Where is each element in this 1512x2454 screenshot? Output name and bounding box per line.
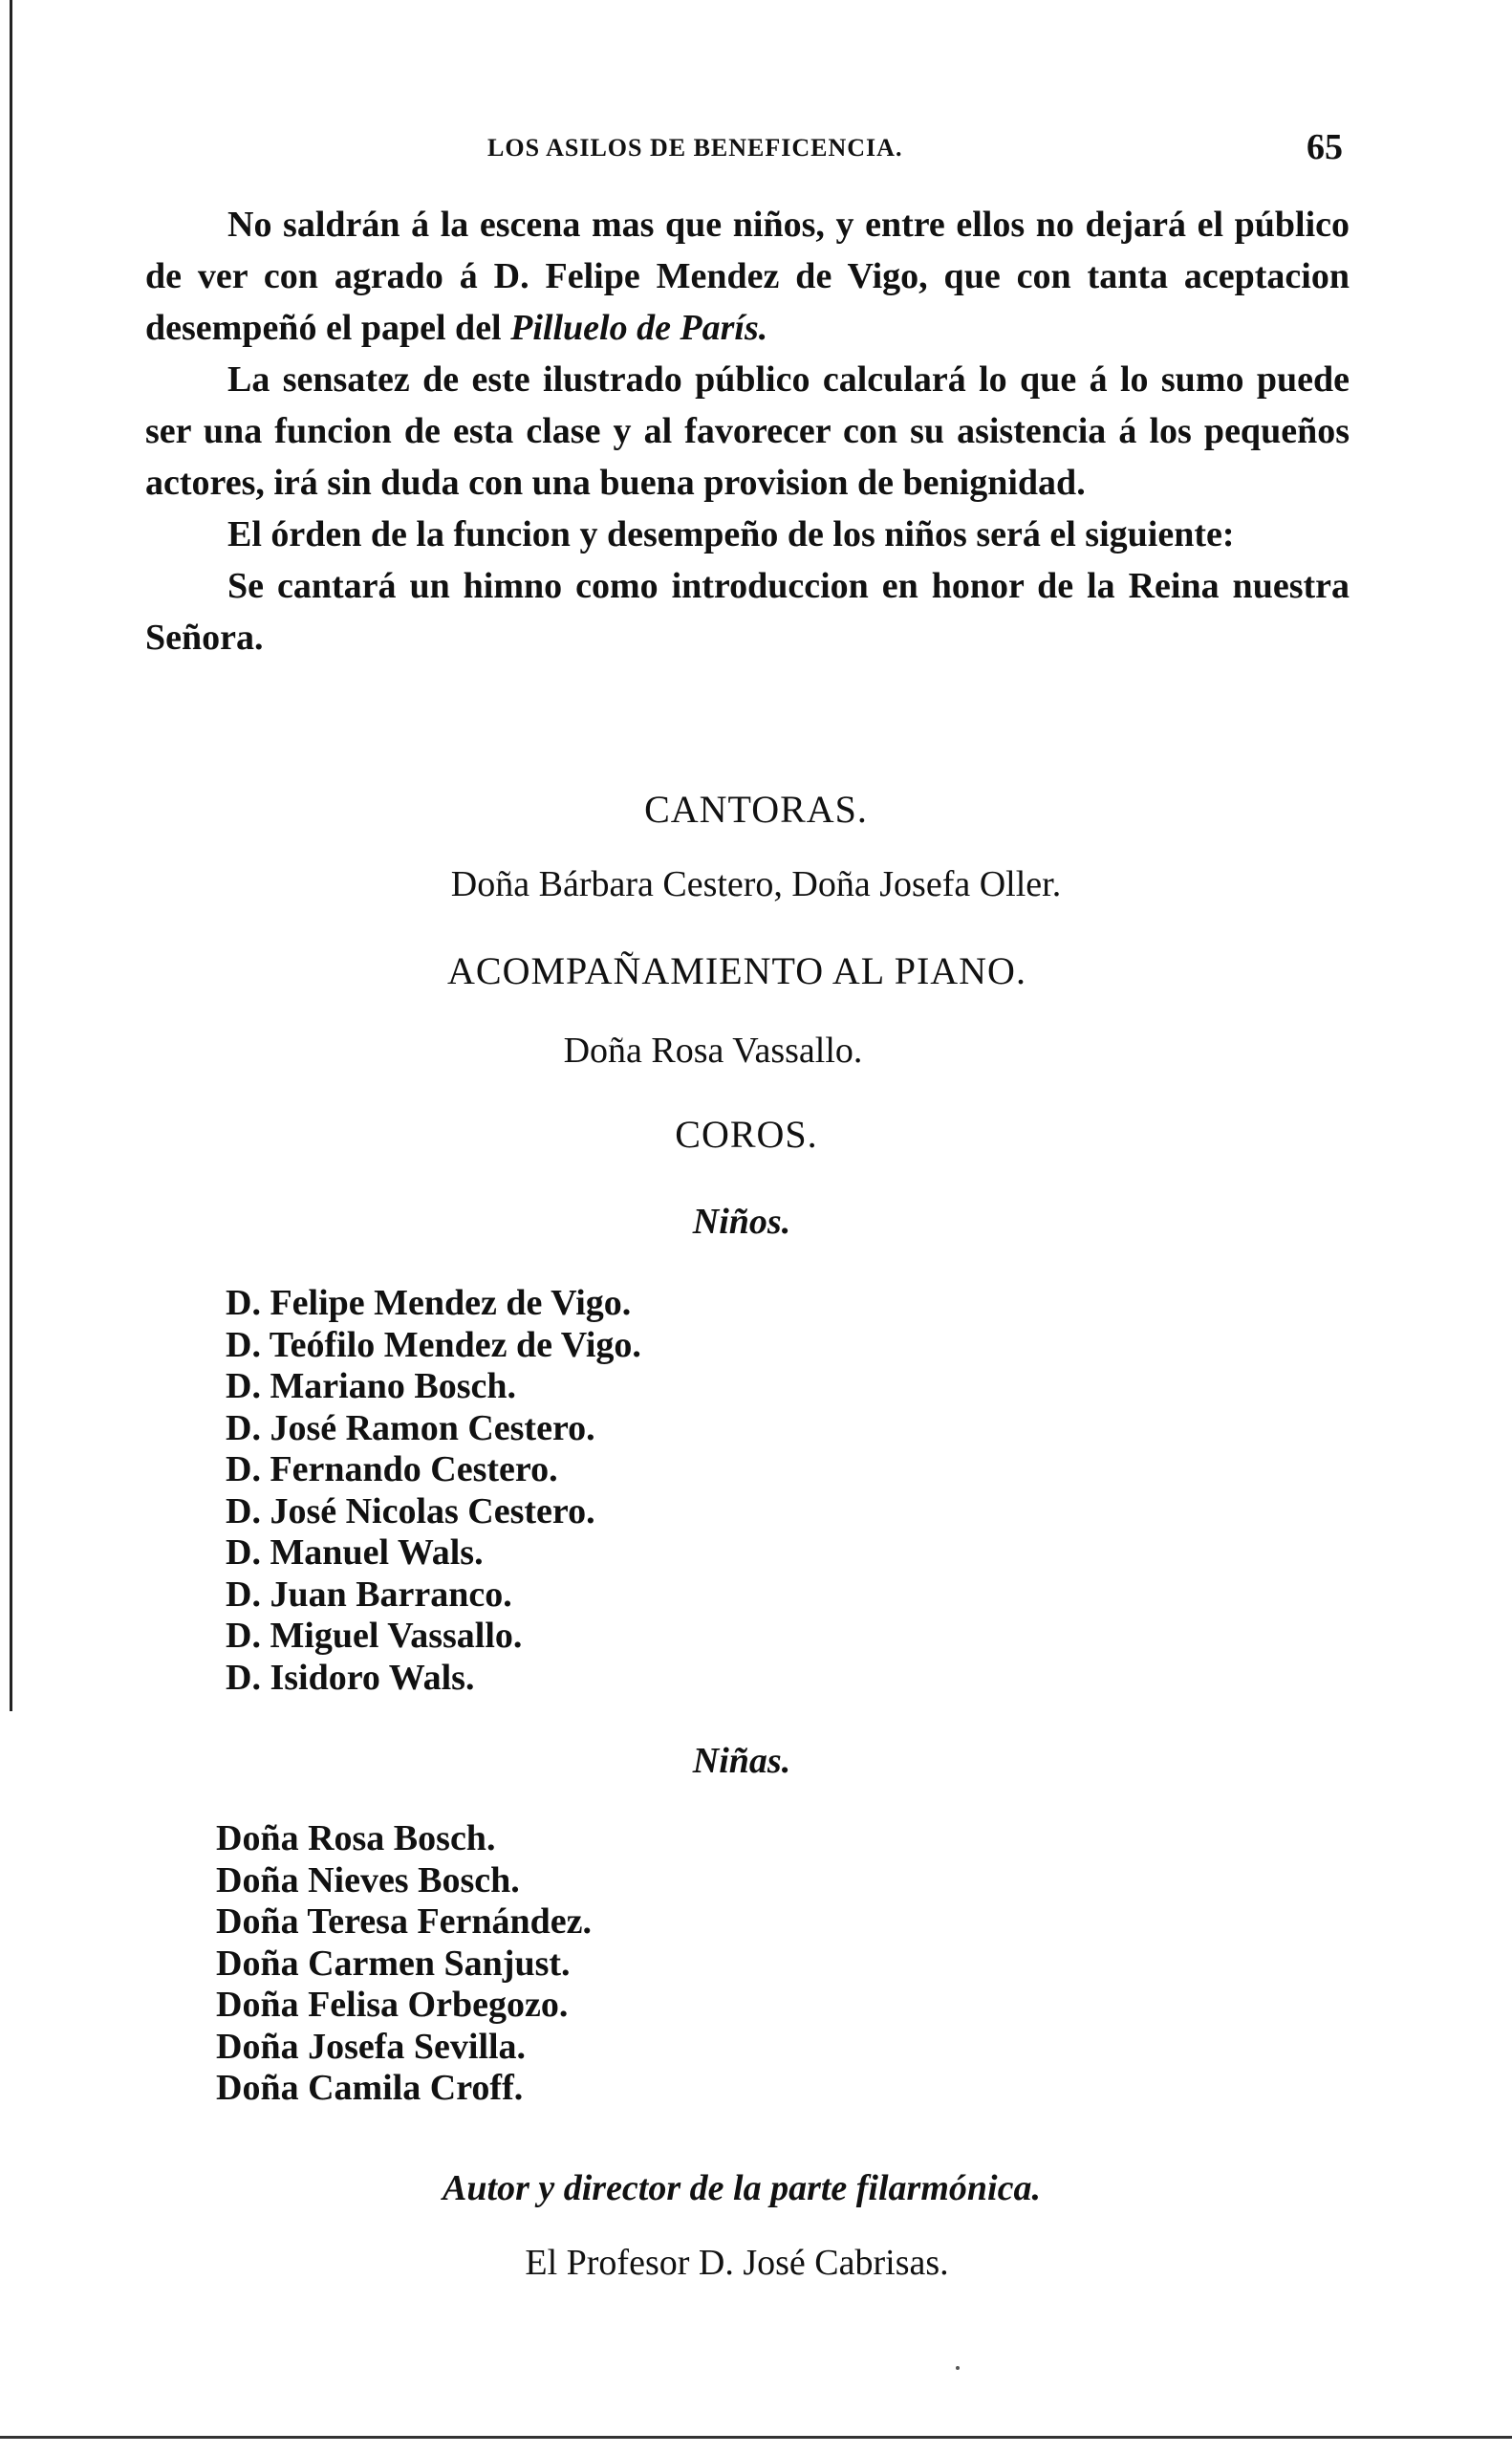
list-item: D. Miguel Vassallo.	[226, 1616, 523, 1656]
ninas-list	[216, 1818, 592, 2110]
list-item: D. Fernando Cestero.	[226, 1449, 558, 1489]
list-item: D. Teófilo Mendez de Vigo.	[226, 1324, 641, 1365]
ninos-list	[226, 1283, 641, 1699]
list-item: Doña Felisa Orbegozo.	[216, 1985, 569, 2025]
author-line: Autor y director de la parte filarmónica.	[443, 2168, 1041, 2208]
ninas-label: Niñas.	[692, 1741, 791, 1781]
coros-heading: COROS.	[675, 1113, 818, 1156]
list-item: D. José Ramon Cestero.	[226, 1407, 595, 1448]
page-bottom-rule	[0, 2436, 1512, 2439]
italic-title: Pilluelo de París.	[510, 308, 768, 348]
list-item: Doña Rosa Bosch.	[216, 1818, 496, 1858]
cantoras-names: Doña Bárbara Cestero, Doña Josefa Oller.	[450, 864, 1062, 904]
page-header	[0, 127, 1512, 172]
piano-name: Doña Rosa Vassallo.	[563, 1031, 863, 1071]
professor-line: El Profesor D. José Cabrisas.	[525, 2243, 949, 2283]
page-edge-rule	[10, 0, 12, 1711]
list-item: D. Felipe Mendez de Vigo.	[226, 1283, 632, 1323]
ninos-label: Niños.	[692, 1202, 791, 1242]
page-number: 65	[1307, 127, 1343, 167]
paragraph: El órden de la funcion y desempeño de los niños será el siguiente:	[227, 514, 1235, 554]
list-item: Doña Teresa Fernández.	[216, 1901, 593, 1942]
cantoras-heading: CANTORAS.	[644, 788, 868, 831]
list-item: D. Isidoro Wals.	[226, 1657, 475, 1698]
piano-heading: ACOMPAÑAMIENTO AL PIANO.	[447, 949, 1026, 992]
ink-speck	[956, 2366, 960, 2370]
list-item: Doña Josefa Sevilla.	[216, 2026, 527, 2067]
list-item: Doña Camila Croff.	[216, 2068, 524, 2108]
list-item: D. Mariano Bosch.	[226, 1366, 516, 1406]
list-item: Doña Nieves Bosch.	[216, 1859, 520, 1900]
paragraph: Se cantará un himno como introduccion en honor de la Reina nuestra Señora.	[145, 566, 1350, 658]
list-item: D. Juan Barranco.	[226, 1574, 512, 1615]
list-item: Doña Carmen Sanjust.	[216, 1943, 571, 1984]
list-item: D. José Nicolas Cestero.	[226, 1490, 595, 1531]
list-item: D. Manuel Wals.	[226, 1532, 484, 1573]
running-title: LOS ASILOS DE BENEFICENCIA.	[487, 134, 903, 162]
paragraph: No saldrán á la escena mas que niños, y entre ellos no dejará el público de ver con agrado á D. Felipe Mendez de Vigo, que con tanta aceptacion desempeñó el papel del Pilluelo de París.	[145, 205, 1350, 348]
body-text	[145, 199, 1350, 663]
paragraph: La sensatez de este ilustrado público calculará lo que á lo sumo puede ser una funcion de esta clase y al favorecer con su asistencia á los pequeños actores, irá sin duda con una buena provision de benignidad.	[145, 359, 1350, 503]
